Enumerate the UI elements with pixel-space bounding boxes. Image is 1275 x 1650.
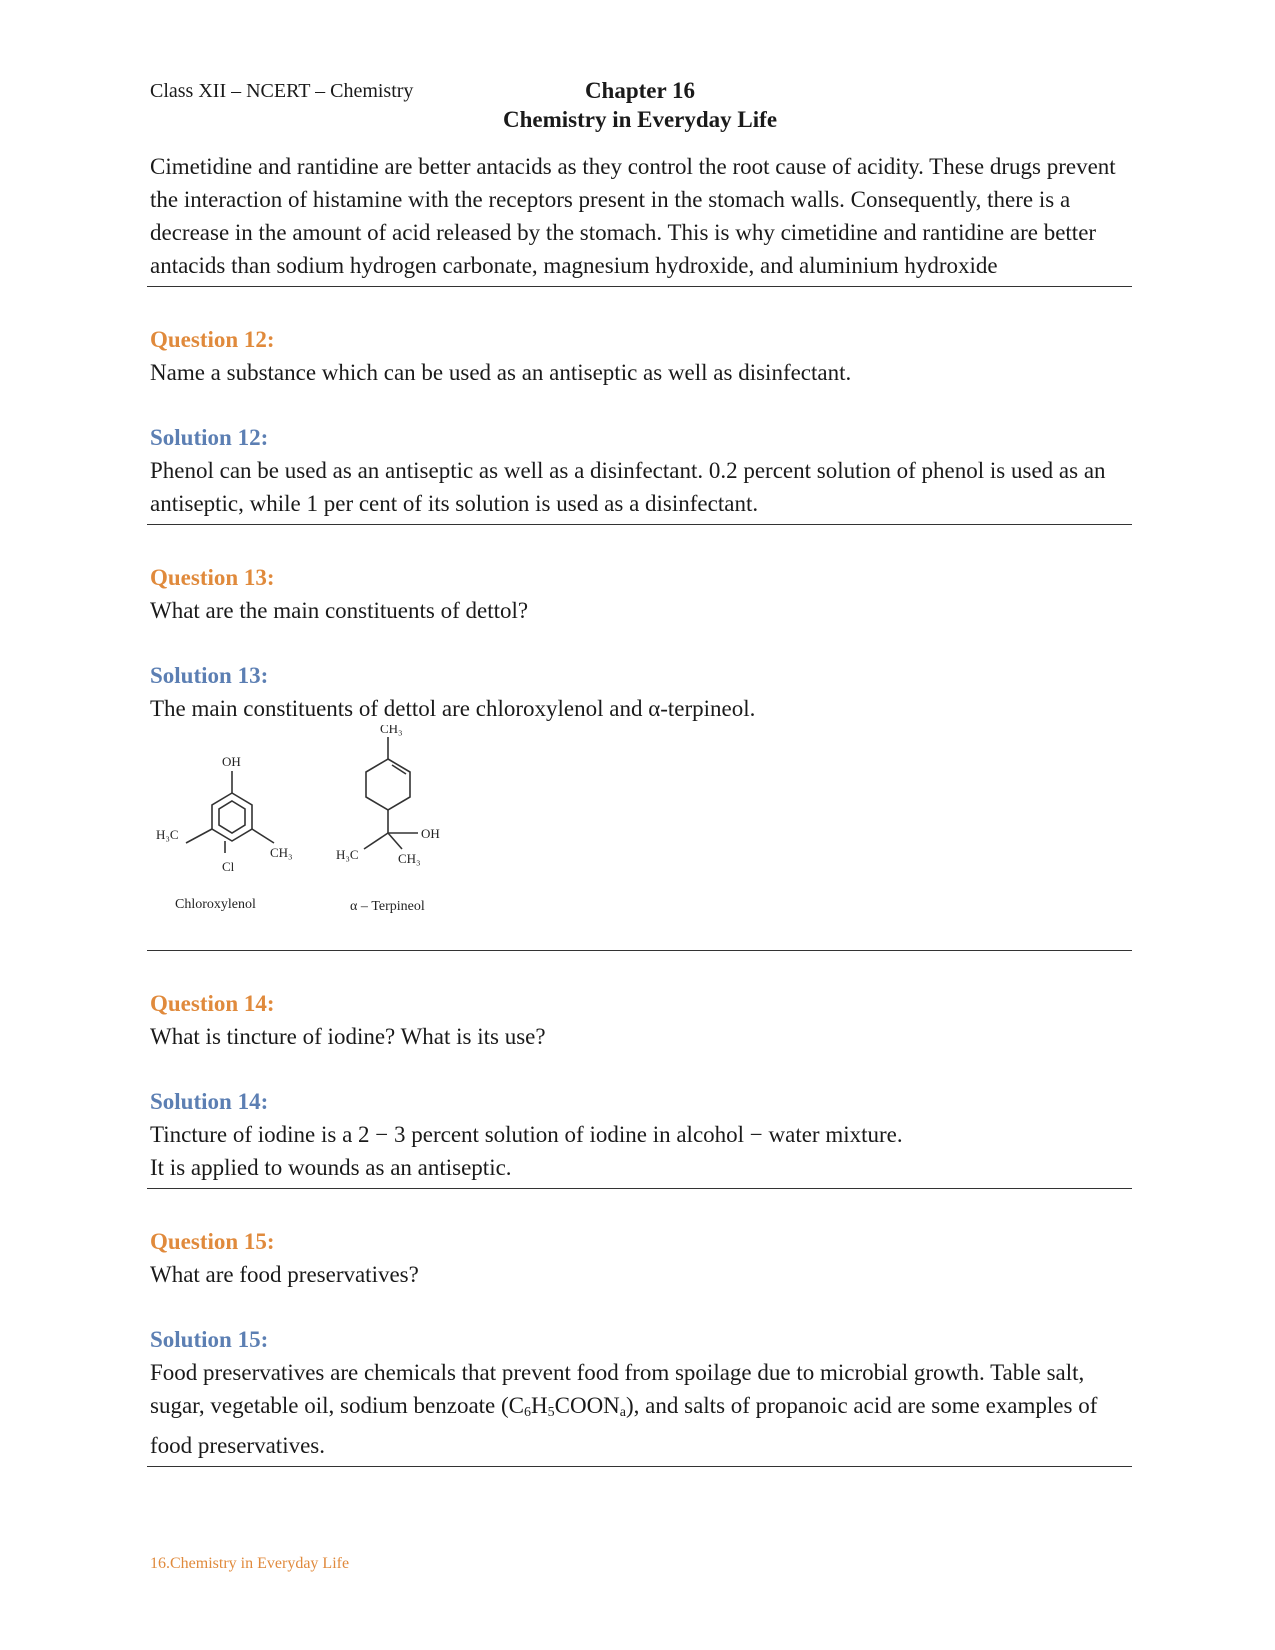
terpineol-oh: OH (421, 826, 440, 841)
chapter-number: Chapter 16 (584, 78, 696, 103)
solution-15-title: Solution 15: (150, 1327, 269, 1352)
structures-figure (0, 725, 600, 950)
question-15-text: What are food preservatives? (150, 1262, 419, 1287)
chemical-structures (150, 725, 1130, 950)
solution-13-text: The main constituents of dettol are chloroxylenol and α-terpineol. (150, 696, 756, 721)
chapter-title: Chemistry in Everyday Life (502, 107, 778, 132)
chloroxylenol-h3c: H₃C (156, 827, 179, 842)
divider (147, 1466, 1132, 1467)
chloroxylenol-oh: OH (222, 754, 241, 769)
terpineol-structure (364, 737, 418, 849)
question-13-text: What are the main constituents of dettol? (150, 598, 529, 623)
chloroxylenol-cl: Cl (222, 859, 235, 874)
chloroxylenol-structure (186, 771, 274, 853)
question-13-title: Question 13: (150, 565, 275, 590)
chapter-heading (440, 76, 840, 134)
question-14-title: Question 14: (150, 991, 275, 1016)
header-class-label: Class XII – NCERT – Chemistry (150, 80, 414, 102)
page-footer: 16.Chemistry in Everyday Life (150, 1555, 350, 1572)
chloroxylenol-label: Chloroxylenol (175, 897, 256, 912)
solution-12-text: Phenol can be used as an antiseptic as well as a disinfectant. 0.2 percent solution of phenol is used as an antiseptic, while 1 per cent of its solution is used as a disinfectant. (150, 458, 1106, 516)
terpineol-h3c: H₃C (336, 847, 359, 862)
chloroxylenol-ch3: CH₃ (270, 845, 293, 860)
solution-14-title: Solution 14: (150, 1089, 269, 1114)
terpineol-ch3-top: CH₃ (380, 725, 403, 736)
solution-14-line-1: Tincture of iodine is a 2 − 3 percent solution of iodine in alcohol − water mixture. (150, 1122, 903, 1147)
question-15-title: Question 15: (150, 1229, 275, 1254)
solution-12-title: Solution 12: (150, 425, 269, 450)
question-14-text: What is tincture of iodine? What is its use? (150, 1024, 546, 1049)
intro-paragraph: Cimetidine and rantidine are better antacids as they control the root cause of acidity. These drugs prevent the interaction of histamine with the receptors present in the stomach walls. Consequently, there is a decrease in the amount of acid released by the stomach. This is why cimetidine and rantidine are better antacids than sodium hydrogen carbonate, magnesium hydroxide, and aluminium hydroxide (150, 154, 1116, 278)
solution-15-text: Food preservatives are chemicals that prevent food from spoilage due to microbial growth. Table salt, sugar, vegetable oil, sodium benzoate $(C_6H_5COON_a)$, and salts of propanoic acid are some examples of food preservatives. (150, 1360, 1098, 1458)
terpineol-label: α – Terpineol (350, 899, 425, 914)
question-12-text: Name a substance which can be used as an antiseptic as well as disinfectant. (150, 360, 852, 385)
question-12-title: Question 12: (150, 327, 275, 352)
solution-13-title: Solution 13: (150, 663, 269, 688)
main-content (150, 150, 1130, 1467)
solution-14-line-2: It is applied to wounds as an antiseptic. (150, 1155, 512, 1180)
terpineol-ch3-bottom: CH₃ (398, 851, 421, 866)
